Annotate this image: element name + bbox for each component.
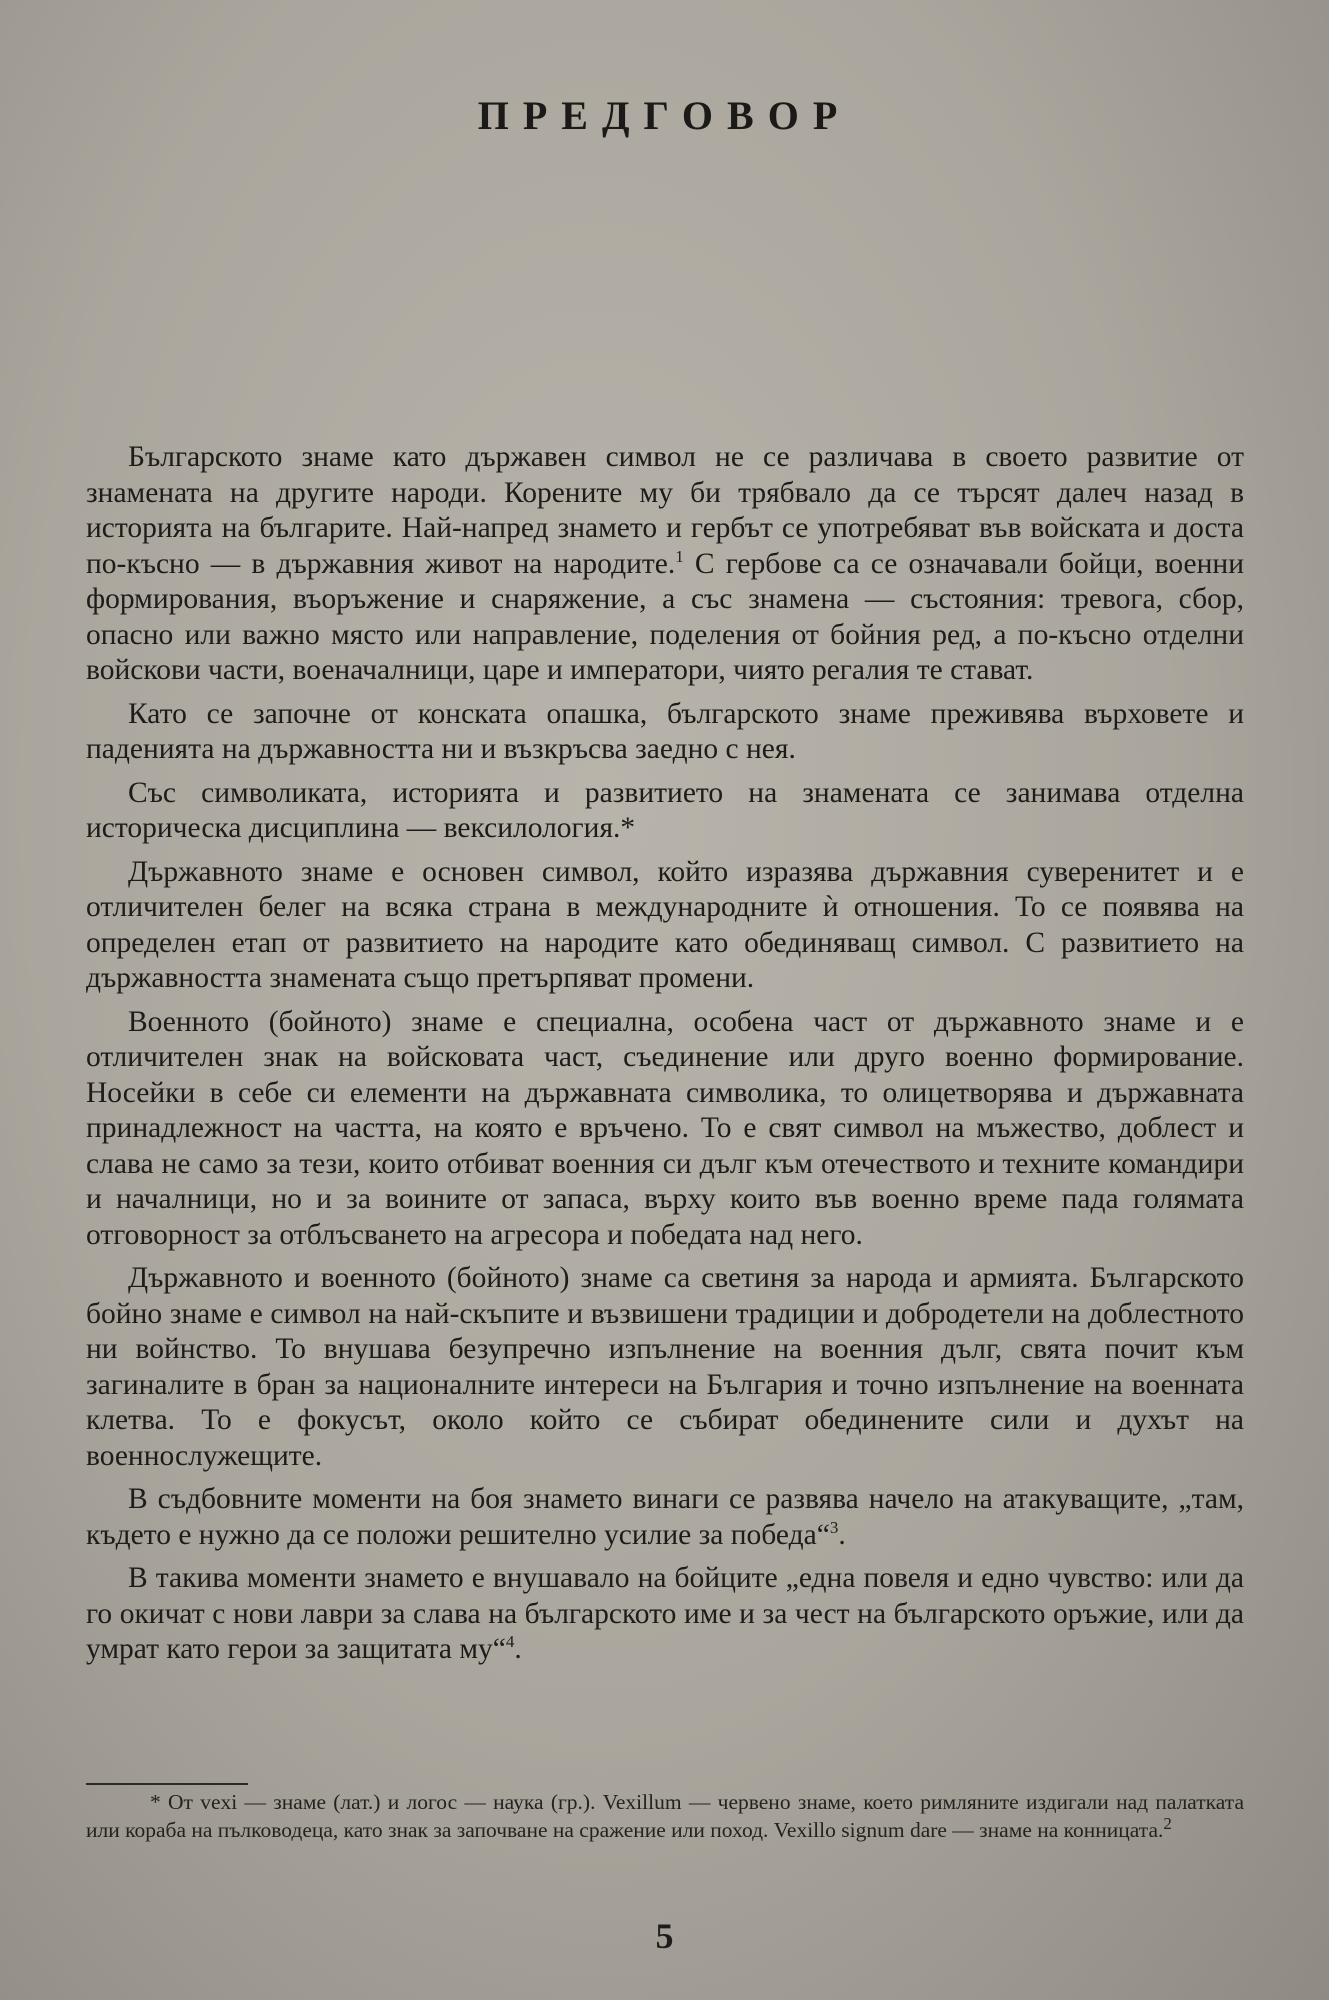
paragraph-text: Държавното и военното (бойното) знаме са светиня за народа и армията. Българското бойно знаме е символ на най-скъпите и възвишени традиции и добродетели на доблестното ни войнство. То внушава безупречно изпълнение на военния дълг, свята почит към загиналите в бран за националните интереси на България и точно изпълнение на военната клетва. То е фокусът, около който се събират обединените сили и духът на военнослужещите. xyxy=(86,1262,1244,1472)
page-number: 5 xyxy=(655,1916,674,1956)
paragraph xyxy=(86,1482,1244,1553)
footnote-ref: 3 xyxy=(829,1517,839,1537)
footnote-ref: 4 xyxy=(505,1632,515,1652)
paragraph-text: Държавното знаме е основен символ, който изразява държавния суверенитет и е отличителен белег на всяка страна в международните ѝ отношения. То се появява на определен етап от развитието на народите като обединяващ символ. С развитието на държавността знамената също претърпяват промени. xyxy=(86,855,1244,994)
paragraph-text: В такива моменти знамето е внушавало на бойците „една повеля и едно чувство: или да го окичат с нови лаври за слава на българското име и за чест на българското оръжие, или да умрат като герои за защитата му“ xyxy=(86,1562,1244,1665)
paragraph xyxy=(86,697,1244,768)
paragraph xyxy=(86,1561,1244,1668)
paragraph-text: . xyxy=(838,1518,846,1551)
paragraph-text: Българското знаме като държавен символ не се различава в своето развитие от знамената на другите народи. Корените му би трябвало да се търсят далеч назад в историята на българите. Най-напред знамето и гербът се употребяват във войската и доста по-късно — в държавния живот на народите. xyxy=(86,441,1244,580)
paragraph-text: С гербове са се означавали бойци, военни формирования, въоръжение и снаряжение, а със знамена — състояния: тревога, сбор, опасно или важно място или направление, поделения от бойния ред, а по-късно отделни войскови части, военачалници, царе и императори, чиято регалия те стават. xyxy=(86,547,1244,686)
page-title: ПРЕДГОВОР xyxy=(477,93,852,138)
paragraph xyxy=(86,855,1244,997)
footnote xyxy=(86,1788,1244,1844)
paragraph-text: Военното (бойното) знаме е специална, особена част от държавното знаме и е отличителен знак на войсковата част, съединение или друго военно формирование. Носейки в себе си елементи на държавната символика, то олицетворява и държавната принадлежност на частта, на която е връчено. То е свят символ на мъжество, доблест и слава не само за тези, които отбиват военния си дълг към отечеството и техните командири и началници, но и за воините от запаса, върху които във военно време пада голямата отговорност за отблъсването на агресора и победата над него. xyxy=(86,1005,1244,1251)
footnote-ref: 1 xyxy=(675,546,684,566)
paragraph-text: . xyxy=(514,1633,522,1665)
paragraph xyxy=(86,1261,1244,1474)
paragraph-text: В съдбовните моменти на боя знамето винаги се развява начело на атакуващите, „там, където е нужно да се положи решително усилие за победа“ xyxy=(86,1483,1244,1551)
paragraph xyxy=(86,776,1244,847)
footnote-text: * От vexi — знаме (лат.) и логос — наука (гр.). Vexillum — червено знаме, което римляните издигали над палатката или кораба на пълководеца, като знак за започване на сражение или поход. Vexillo signum dare — знаме на конницата. xyxy=(86,1790,1244,1842)
paragraph-text: Със символиката, историята и развитието на знамената се занимава отделна историческа дисциплина — вексилология.* xyxy=(86,776,1244,844)
footnote-ref: 2 xyxy=(1163,1813,1172,1833)
paragraph xyxy=(86,1005,1244,1254)
paragraph xyxy=(86,440,1244,689)
body-text xyxy=(86,440,1244,1668)
paragraph-text: Като се започне от конската опашка, българското знаме преживява върховете и паденията на държавността ни и възкръсва заедно с нея. xyxy=(86,697,1244,765)
footnote-divider xyxy=(86,1783,248,1785)
